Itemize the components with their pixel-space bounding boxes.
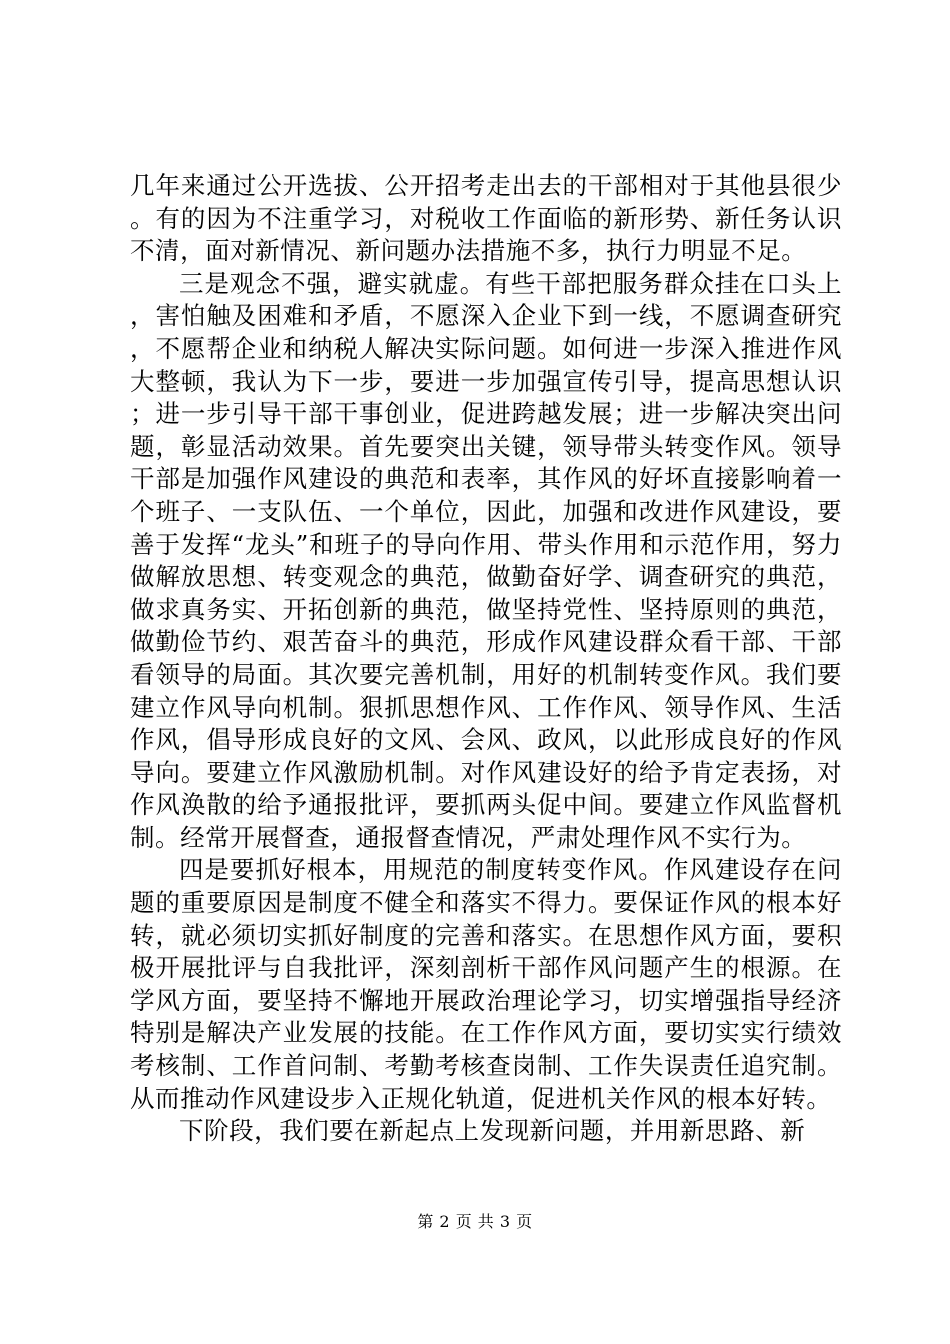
document-body [130,170,842,1148]
page-footer: 第 2 页 共 3 页 [417,1212,533,1231]
paragraph-three-concept: 三是观念不强，避实就虚。有些干部把服务群众挂在口头上，害怕触及困难和矛盾，不愿深入企业下到一线，不愿调查研究，不愿帮企业和纳税人解决实际问题。如何进一步深入推进作风大整顿，我认为下一步，要进一步加强宣传引导，提高思想认识；进一步引导干部干事创业，促进跨越发展；进一步解决突出问题，彰显活动效果。首先要突出关键，领导带头转变作风。领导干部是加强作风建设的典范和表率，其作风的好坏直接影响着一个班子、一支队伍、一个单位，因此，加强和改进作风建设，要善于发挥“龙头”和班子的导向作用、带头作用和示范作用，努力做解放思想、转变观念的典范，做勤奋好学、调查研究的典范，做求真务实、开拓创新的典范，做坚持党性、坚持原则的典范，做勤俭节约、艰苦奋斗的典范，形成作风建设群众看干部、干部看领导的局面。其次要完善机制，用好的机制转变作风。我们要建立作风导向机制。狠抓思想作风、工作作风、领导作风、生活作风，倡导形成良好的文风、会风、政风，以此形成良好的作风导向。要建立作风激励机制。对作风建设好的给予肯定表扬，对作风涣散的给予通报批评，要抓两头促中间。要建立作风监督机制。经常开展督查，通报督查情况，严肃处理作风不实行为。 [130,268,842,852]
paragraph-continuation: 几年来通过公开选拔、公开招考走出去的干部相对于其他县很少。有的因为不注重学习，对税收工作面临的新形势、新任务认识不清，面对新情况、新问题办法措施不多，执行力明显不足。 [130,171,842,266]
paragraph-four-system: 四是要抓好根本，用规范的制度转变作风。作风建设存在问题的重要原因是制度不健全和落实不得力。要保证作风的根本好转，就必须切实抓好制度的完善和落实。在思想作风方面，要积极开展批评与自我批评，深刻剖析干部作风问题产生的根源。在学风方面，要坚持不懈地开展政治理论学习，切实增强指导经济特别是解决产业发展的技能。在工作作风方面，要切实实行绩效考核制、工作首问制、考勤考核查岗制、工作失误责任追究制。从而推动作风建设步入正规化轨道，促进机关作风的根本好转。 [130,855,842,1113]
paragraph-next-stage: 下阶段，我们要在新起点上发现新问题，并用新思路、新 [179,1116,806,1146]
